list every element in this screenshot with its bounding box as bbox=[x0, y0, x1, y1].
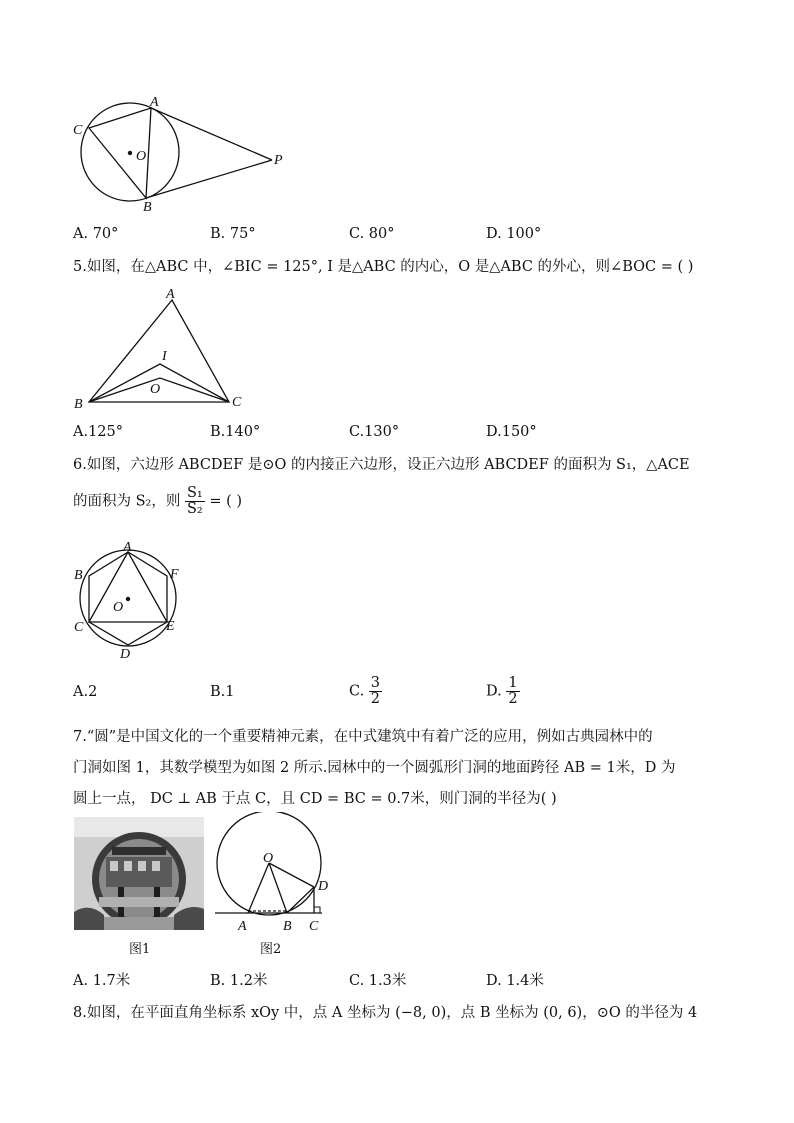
q4-label-p: P bbox=[274, 153, 283, 168]
q7-label-c: C bbox=[309, 919, 319, 934]
q4-option-a: A. 70° bbox=[73, 226, 119, 242]
q5-label-a: A bbox=[166, 287, 175, 302]
q6-option-d-prefix: D. bbox=[486, 683, 502, 700]
q6-option-d-fraction bbox=[506, 676, 519, 707]
q6-stem-line2-suffix: = ( ) bbox=[209, 493, 243, 510]
q7-figure2-caption: 图2 bbox=[260, 942, 282, 957]
q5-label-i: I bbox=[162, 349, 167, 364]
q5-label-b: B bbox=[74, 397, 83, 412]
q6-triangle-ace bbox=[89, 552, 167, 622]
q6-fraction-num: S₁ bbox=[186, 485, 203, 501]
q6-stem-line1: 6.如图，六边形 ABCDEF 是⊙O 的内接正六边形，设正六边形 ABCDEF 的面积为 S₁，△ACE bbox=[73, 457, 690, 473]
q6-center-dot bbox=[126, 597, 130, 601]
q4-option-d: D. 100° bbox=[486, 226, 542, 242]
q7-stem-line1: 7.“圆”是中国文化的一个重要精神元素，在中式建筑中有着广泛的应用，例如古典园林中的 bbox=[73, 729, 653, 745]
q6-label-e: E bbox=[166, 619, 175, 634]
q6-option-c bbox=[349, 676, 382, 707]
q4-label-b: B bbox=[143, 200, 152, 215]
q6-option-d-num: 1 bbox=[508, 675, 518, 691]
q7-label-o: O bbox=[263, 851, 274, 866]
q7-segment-bd bbox=[287, 887, 314, 913]
q6-option-c-prefix: C. bbox=[349, 683, 365, 700]
q5-figure bbox=[60, 282, 260, 412]
q6-option-d bbox=[486, 676, 520, 707]
q6-fraction bbox=[185, 486, 205, 517]
q7-figure1-photo bbox=[74, 817, 204, 930]
q6-option-d-den: 2 bbox=[508, 691, 518, 708]
q6-figure bbox=[65, 535, 195, 665]
q5-option-c: C.130° bbox=[349, 424, 400, 440]
q4-tangent-pa bbox=[151, 108, 272, 160]
q6-label-d: D bbox=[120, 647, 131, 662]
q4-label-o: O bbox=[136, 149, 147, 164]
q7-stem-line3: 圆上一点， DC ⊥ AB 于点 C，且 CD = BC = 0.7米，则门洞的半径为( ) bbox=[73, 791, 557, 807]
q6-option-a: A.2 bbox=[73, 684, 98, 700]
q6-label-o: O bbox=[113, 600, 124, 615]
q4-tangent-pb bbox=[146, 160, 272, 198]
q6-label-f: F bbox=[170, 567, 179, 582]
q5-label-c: C bbox=[232, 395, 242, 410]
q7-option-b: B. 1.2米 bbox=[210, 973, 268, 989]
q6-option-c-den: 2 bbox=[370, 691, 381, 708]
q4-center-dot bbox=[128, 151, 132, 155]
q6-label-b: B bbox=[74, 568, 83, 583]
q7-label-a: A bbox=[238, 919, 247, 934]
q4-label-a: A bbox=[150, 95, 159, 110]
q6-label-a: A bbox=[123, 540, 132, 555]
q7-stem-line2: 门洞如图 1，其数学模型为如图 2 所示.园林中的一个圆弧形门洞的地面跨径 AB = 1米，D 为 bbox=[73, 760, 676, 776]
q6-fraction-den: S₂ bbox=[186, 501, 203, 518]
q7-right-angle-mark bbox=[314, 907, 320, 913]
q4-figure bbox=[60, 90, 300, 220]
q7-label-d: D bbox=[318, 879, 329, 894]
q7-option-d: D. 1.4米 bbox=[486, 973, 544, 989]
q6-stem-line2 bbox=[73, 486, 242, 517]
q5-option-a: A.125° bbox=[73, 424, 124, 440]
q7-radius-oa bbox=[248, 863, 269, 913]
q6-option-c-fraction bbox=[369, 676, 382, 707]
q8-stem: 8.如图，在平面直角坐标系 xOy 中，点 A 坐标为 (−8, 0)，点 B 坐标为 (0, 6)，⊙O 的半径为 4 bbox=[73, 1005, 698, 1021]
q7-figure2 bbox=[205, 812, 345, 937]
q7-option-a: A. 1.7米 bbox=[73, 973, 131, 989]
q4-option-c: C. 80° bbox=[349, 226, 395, 242]
q6-option-c-num: 3 bbox=[370, 675, 381, 691]
q5-stem: 5.如图，在△ABC 中，∠BIC = 125°, I 是△ABC 的内心，O 是△ABC 的外心，则∠BOC = ( ) bbox=[73, 259, 694, 275]
q6-stem-line2-prefix: 的面积为 S₂，则 bbox=[73, 493, 181, 510]
q6-option-b: B.1 bbox=[210, 684, 235, 700]
q4-option-b: B. 75° bbox=[210, 226, 256, 242]
q5-option-d: D.150° bbox=[486, 424, 537, 440]
q7-figure1-caption: 图1 bbox=[129, 942, 151, 957]
q7-label-b: B bbox=[283, 919, 292, 934]
q5-option-b: B.140° bbox=[210, 424, 261, 440]
q7-option-c: C. 1.3米 bbox=[349, 973, 407, 989]
q4-label-c: C bbox=[73, 123, 83, 138]
q6-label-c: C bbox=[74, 620, 84, 635]
q5-label-o: O bbox=[150, 382, 161, 397]
